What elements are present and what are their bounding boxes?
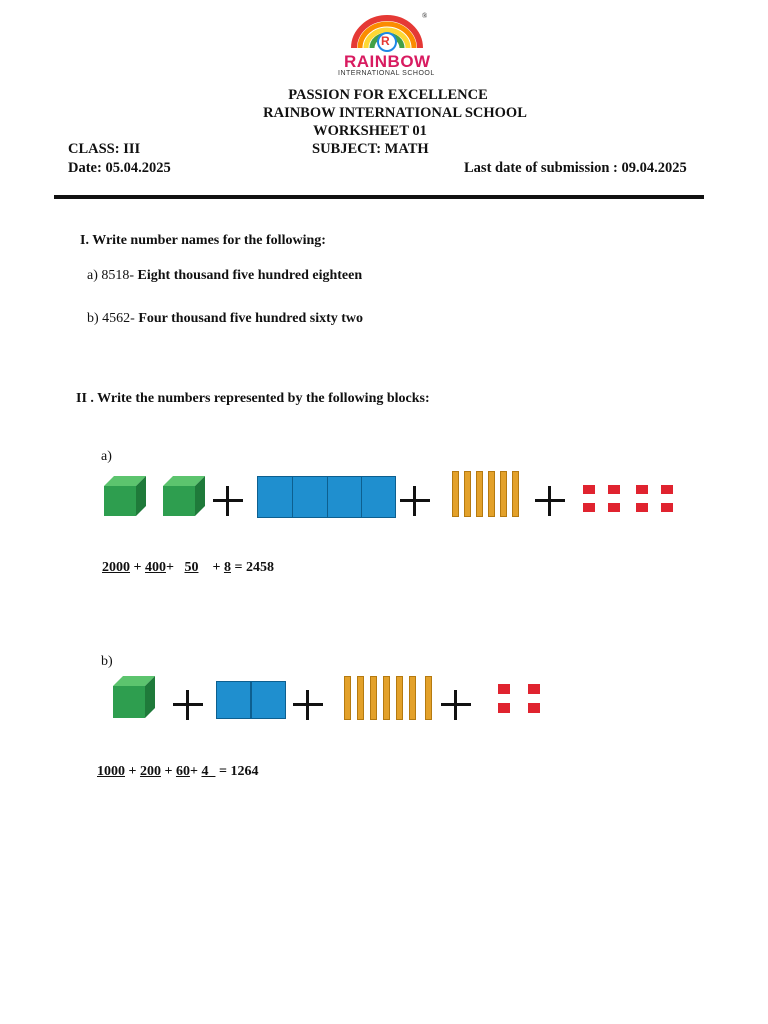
hundred-flat-icon: [216, 681, 251, 719]
ten-rod-icon: [512, 471, 519, 517]
unit-cube-icon: [528, 703, 540, 713]
q1-a-answer: Eight thousand five hundred eighteen: [137, 268, 363, 283]
motto: PASSION FOR EXCELLENCE: [288, 87, 488, 103]
logo-name: RAINBOW: [344, 52, 431, 71]
unit-cube-icon: [661, 485, 673, 494]
plus-icon: [171, 688, 205, 722]
subject-label: SUBJECT: MATH: [312, 141, 429, 157]
q2-b-part: 1000: [97, 764, 125, 779]
plus-icon: [533, 484, 567, 518]
thousand-cube-icon: [104, 474, 146, 518]
q2-a-label: a): [101, 449, 112, 464]
plus-icon: [291, 688, 325, 722]
unit-cube-icon: [583, 503, 595, 512]
ten-rod-icon: [370, 676, 377, 720]
unit-cube-icon: [583, 485, 595, 494]
thousand-cube-icon: [113, 676, 155, 720]
unit-cube-icon: [498, 703, 510, 713]
q2-a-part: 8: [223, 560, 231, 575]
ten-rod-icon: [476, 471, 483, 517]
q1-a-label: a) 8518-: [87, 268, 135, 283]
date-label: Date: 05.04.2025: [68, 160, 171, 176]
hundred-flat-icon: [327, 476, 362, 518]
unit-cube-icon: [636, 485, 648, 494]
ten-rod-icon: [500, 471, 507, 517]
plus-icon: [211, 484, 245, 518]
q1-item-b: [87, 311, 363, 327]
submission-date: Last date of submission : 09.04.2025: [464, 160, 687, 176]
hundred-flat-icon: [292, 476, 328, 518]
unit-cube-icon: [636, 503, 648, 512]
plus-icon: [439, 688, 473, 722]
q2-a-part: 50: [184, 560, 199, 575]
unit-cube-icon: [528, 684, 540, 694]
worksheet-title: WORKSHEET 01: [313, 123, 427, 139]
q1-b-answer: Four thousand five hundred sixty two: [138, 311, 364, 326]
school-logo: [330, 10, 445, 80]
unit-cube-icon: [661, 503, 673, 512]
q2-b-part: 60: [175, 764, 190, 779]
class-label: CLASS: III: [68, 141, 141, 157]
ten-rod-icon: [464, 471, 471, 517]
ten-rod-icon: [452, 471, 459, 517]
logo-letter: R: [381, 34, 390, 48]
header-divider: [54, 195, 704, 199]
ten-rod-icon: [357, 676, 364, 720]
thousand-cube-icon: [163, 474, 205, 518]
unit-cube-icon: [608, 503, 620, 512]
logo-sub: INTERNATIONAL SCHOOL: [338, 70, 435, 77]
ten-rod-icon: [488, 471, 495, 517]
q2-a-part: 400: [144, 560, 166, 575]
logo-reg: ®: [422, 12, 428, 20]
q2-title: II . Write the numbers represented by the following blocks:: [76, 391, 430, 406]
ten-rod-icon: [396, 676, 403, 720]
school-name: RAINBOW INTERNATIONAL SCHOOL: [263, 105, 527, 121]
q2-b-equation: 1000 + 200 + 60+ 4 = 1264: [97, 764, 259, 779]
q2-a-equation: 2000 + 400+ 50 + 8 = 2458: [102, 560, 274, 575]
q2-b-label: b): [101, 654, 113, 669]
q2-b-part: 200: [139, 764, 161, 779]
unit-cube-icon: [608, 485, 620, 494]
q2-b-total: 1264: [230, 764, 259, 779]
hundred-flat-icon: [251, 681, 286, 719]
q1-b-label: b) 4562-: [87, 311, 135, 326]
q1-title: I. Write number names for the following:: [80, 233, 326, 248]
q2-b-part: 4: [201, 764, 209, 779]
hundred-flat-icon: [361, 476, 396, 518]
ten-rod-icon: [425, 676, 432, 720]
unit-cube-icon: [498, 684, 510, 694]
ten-rod-icon: [409, 676, 416, 720]
q1-item-a: [87, 268, 362, 284]
q2-a-part: 2000: [102, 560, 130, 575]
ten-rod-icon: [383, 676, 390, 720]
ten-rod-icon: [344, 676, 351, 720]
plus-icon: [398, 484, 432, 518]
q2-a-total: 2458: [245, 560, 274, 575]
hundred-flat-icon: [257, 476, 293, 518]
